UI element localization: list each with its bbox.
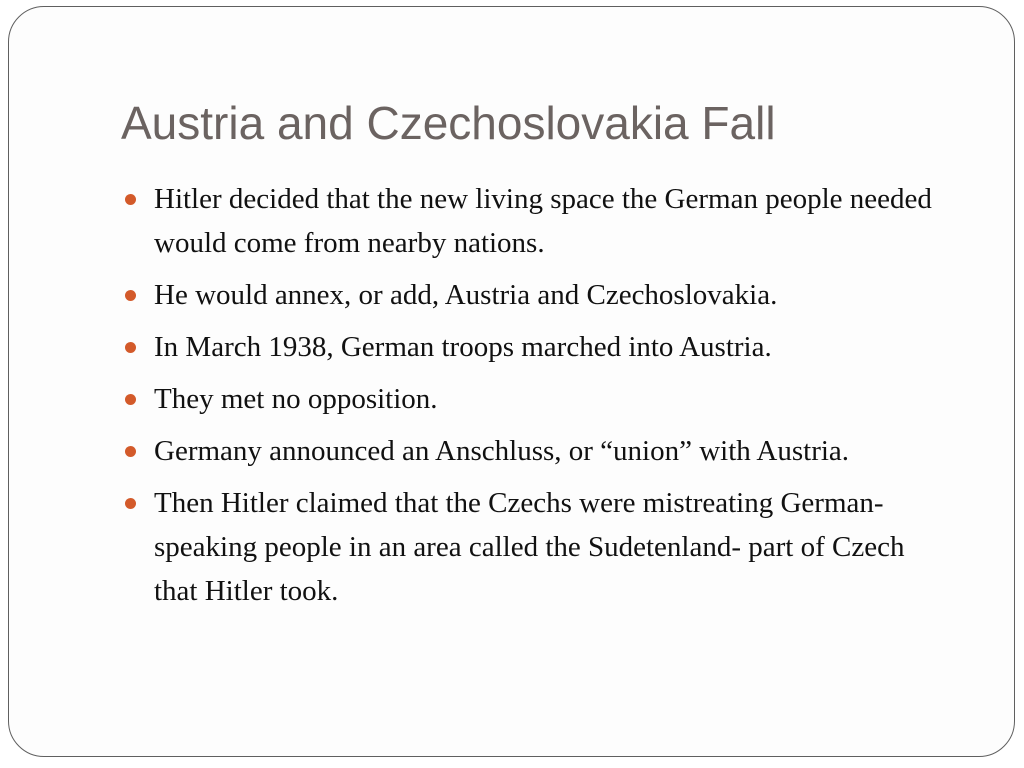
bullet-dot-icon bbox=[125, 446, 136, 457]
bullet-text: Germany announced an Anschluss, or “union” with Austria. bbox=[154, 435, 850, 467]
bullet-item bbox=[125, 429, 955, 473]
slide bbox=[8, 6, 1015, 757]
bullet-list bbox=[125, 177, 955, 621]
bullet-text: They met no opposition. bbox=[154, 383, 438, 415]
bullet-dot-icon bbox=[125, 194, 136, 205]
bullet-text: Then Hitler claimed that the Czechs were mistreating German-speaking people in an area called the Sudetenland- part of Czech that Hitler took. bbox=[154, 487, 905, 607]
bullet-item bbox=[125, 481, 955, 613]
bullet-dot-icon bbox=[125, 498, 136, 509]
bullet-dot-icon bbox=[125, 394, 136, 405]
bullet-item bbox=[125, 325, 955, 369]
bullet-text: Hitler decided that the new living space the German people needed would come from nearby nations. bbox=[154, 183, 932, 259]
bullet-text: In March 1938, German troops marched into Austria. bbox=[154, 331, 772, 363]
slide-title: Austria and Czechoslovakia Fall bbox=[121, 97, 776, 149]
bullet-dot-icon bbox=[125, 342, 136, 353]
bullet-item bbox=[125, 273, 955, 317]
bullet-text: He would annex, or add, Austria and Czechoslovakia. bbox=[154, 279, 778, 311]
bullet-item bbox=[125, 177, 955, 265]
bullet-dot-icon bbox=[125, 290, 136, 301]
bullet-item bbox=[125, 377, 955, 421]
